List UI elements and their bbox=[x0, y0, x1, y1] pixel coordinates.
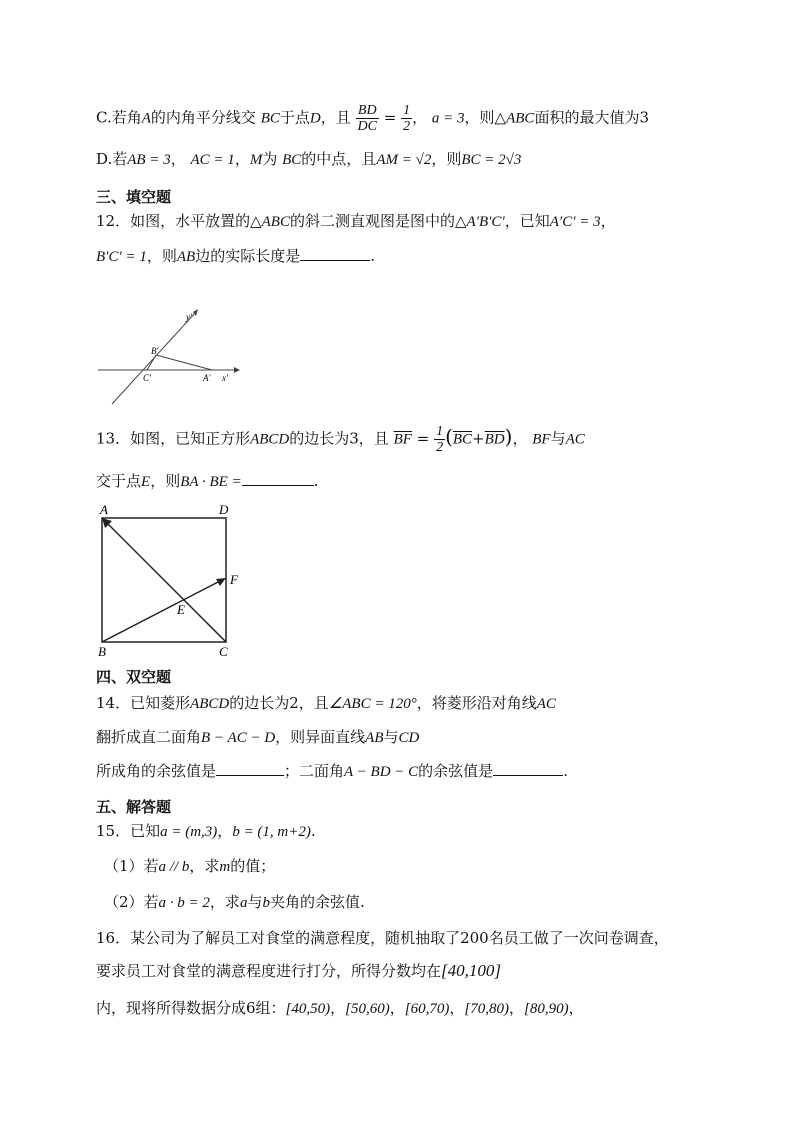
question-15-line: 15．已知a = (m,3)，b = (1, m+2). bbox=[96, 822, 316, 840]
fraction-bd-dc: $\frac{BD}{DC}$ bbox=[357, 103, 377, 134]
section-heading-solutions: 五、解答题 bbox=[96, 798, 172, 816]
answer-blank[interactable] bbox=[242, 471, 314, 486]
option-c-line: C.若角A的内角平分线交 BC于点D，且 $\frac{BD}{DC}$ = $\frac{1}{2}$ ， a = 3，则△ABC面积的最大值为3 bbox=[96, 103, 649, 134]
vector-bf: $\overline{BF}$ bbox=[393, 431, 412, 448]
question-15-part-1: （1）若a // b，求m的值； bbox=[104, 857, 276, 875]
option-d-line: D.若AB = 3， AC = 1，M为 BC的中点，且AM = √2，则BC = 2√3 bbox=[96, 150, 522, 168]
question-16-line-2: 要求员工对食堂的满意程度进行打分，所得分数均在[40,100] bbox=[96, 961, 501, 980]
question-14-line-2: 翻折成直二面角B − AC − D，则异面直线AB与CD bbox=[96, 728, 420, 746]
segment-b-a bbox=[156, 355, 212, 370]
answer-blank[interactable] bbox=[300, 246, 370, 261]
oblique-projection-figure bbox=[96, 306, 246, 406]
question-15-part-2: （2）若a · b = 2，求a与b夹角的余弦值. bbox=[104, 893, 365, 911]
question-13-line-2: 交于点E，则BA · BE = . bbox=[96, 472, 319, 490]
section-heading-double-blank: 四、双空题 bbox=[96, 668, 172, 686]
question-16-line-3: 内，现将所得数据分成6组：[40,50)，[50,60)，[60,70)，[70,80)，[80,90)， bbox=[96, 999, 584, 1017]
question-16-line-1: 16．某公司为了解员工对食堂的满意程度，随机抽取了200名员工做了一次问卷调查， bbox=[96, 929, 669, 947]
label-c: C′ bbox=[143, 373, 151, 383]
label-x: x′ bbox=[222, 373, 228, 383]
vector-ca bbox=[106, 522, 226, 642]
fraction-half-q13: $\frac{1}{2}$ bbox=[436, 424, 444, 455]
label-D: D bbox=[219, 502, 229, 517]
label-b: B′ bbox=[151, 346, 159, 356]
square-figure bbox=[94, 500, 244, 660]
label-E: E bbox=[177, 602, 185, 617]
question-12-line-2: B′C′ = 1，则AB边的实际长度是 . bbox=[96, 247, 375, 265]
fraction-half: $\frac{1}{2}$ bbox=[403, 103, 411, 134]
label-A: A bbox=[100, 502, 108, 517]
segment-b-c bbox=[147, 355, 156, 370]
question-14-line-1: 14．已知菱形ABCD的边长为2，且∠ABC = 120°，将菱形沿对角线AC bbox=[96, 694, 556, 712]
x-axis-arrow bbox=[234, 367, 240, 373]
question-13-line-1: 13．如图，已知正方形ABCD的边长为3，且 $\overline{BF}$ = $\frac{1}{2}$ $(\overline{BC}+\overline{BD})$， BF与AC bbox=[96, 424, 585, 455]
label-a: A′ bbox=[203, 373, 211, 383]
label-y: y′ bbox=[186, 312, 192, 322]
label-F: F bbox=[230, 572, 238, 587]
question-12-line-1: 12．如图，水平放置的△ABC的斜二测直观图是图中的△A′B′C′，已知A′C′ = 3， bbox=[96, 212, 616, 230]
vector-bf-line bbox=[102, 581, 220, 642]
label-B: B bbox=[98, 644, 106, 659]
answer-blank-1[interactable] bbox=[216, 761, 284, 776]
answer-blank-2[interactable] bbox=[493, 761, 563, 776]
label-C: C bbox=[219, 644, 228, 659]
question-14-line-3: 所成角的余弦值是 ；二面角A − BD − C的余弦值是 . bbox=[96, 762, 568, 780]
section-heading-fill-blank: 三、填空题 bbox=[96, 188, 172, 206]
